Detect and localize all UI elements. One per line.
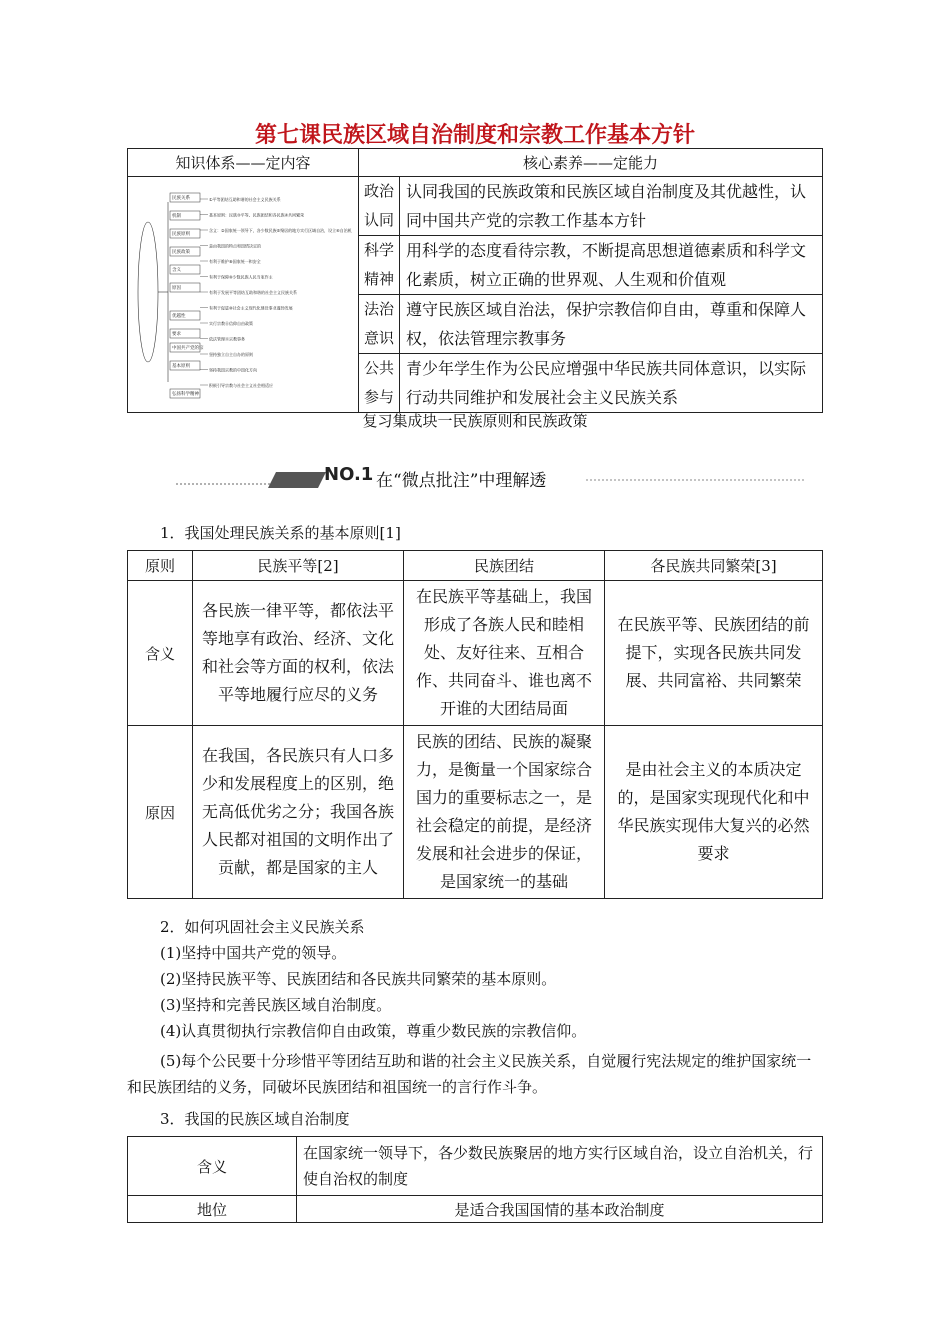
mindmap-node: 民族政策: [172, 250, 190, 255]
consolidate-item-4: (4)认真贯彻执行宗教信仰自由政策，尊重少数民族的宗教信仰。: [160, 1022, 587, 1040]
principles-row-label-meaning: 含义: [128, 581, 193, 726]
autonomy-text-meaning: 在国家统一领导下，各少数民族聚居的地方实行区域自治，设立自治机关，行使自治权的制度: [297, 1137, 823, 1196]
mindmap-diagram: [128, 177, 358, 407]
mindmap-node: 民族原则: [172, 232, 190, 237]
overview-table: [127, 148, 823, 413]
mindmap-node: 机制: [172, 214, 181, 219]
overview-header-left: 知识体系——定内容: [128, 149, 359, 177]
mindmap-node: 弘扬科学精神: [172, 392, 199, 397]
autonomy-label-status: 地位: [128, 1196, 297, 1223]
mindmap-node: 中国共产党的宗: [172, 346, 204, 351]
consolidate-heading: 2．如何巩固社会主义民族关系: [160, 918, 365, 936]
mindmap-node: 含义: [172, 268, 181, 273]
mindmap-root-oval: [138, 222, 158, 362]
mindmap-leaf: 有利于发展平等团结互助和谐的社会主义民族关系: [209, 290, 297, 295]
mindmap-leaf: 坚持独立自主自办的原则: [209, 352, 253, 357]
mindmap-leaf: 基本原则：民族③平等、民族团结和各民族④共同繁荣: [209, 212, 305, 218]
literacy-text-3: 遵守民族区域自治法，保护宗教信仰自由，尊重和保障人权，依法管理宗教事务: [400, 295, 823, 354]
page-title: 第七课民族区域自治制度和宗教工作基本方针: [254, 123, 695, 148]
banner-text: 在“微点批注”中理解透: [376, 471, 547, 491]
mindmap-leaf: 有利于促进⑩社会主义现代化建设事业蓬勃发展: [209, 305, 293, 311]
principles-row-label-reason: 原因: [128, 726, 193, 899]
literacy-label-1: 政治认同: [359, 177, 400, 236]
section-banner: [176, 462, 806, 492]
principles-cell: 在民族平等、民族团结的前提下，实现各民族共同发展、共同富裕、共同繁荣: [605, 581, 823, 726]
mindmap-node: 基本原则: [172, 364, 190, 369]
autonomy-heading: 3．我国的民族区域自治制度: [160, 1110, 350, 1128]
mindmap-node: 要求: [172, 332, 181, 337]
principles-cell: 在民族平等基础上，我国形成了各族人民和睦相处、友好往来、互相合作、共同奋斗、谁也离不开谁的大团结局面: [404, 581, 605, 726]
principles-header-2: 民族团结: [404, 551, 605, 581]
mindmap-leaf: 有利于维护⑧国家统一和安全: [209, 259, 261, 264]
autonomy-table: [127, 1136, 823, 1223]
mindmap-leaf: ①平等团结互助和谐的社会主义民族关系: [209, 197, 281, 202]
mindmap-node: 原因: [172, 286, 181, 291]
principles-heading: 1．我国处理民族关系的基本原则[1]: [160, 524, 401, 542]
overview-header-right: 核心素养——定能力: [359, 149, 823, 177]
autonomy-label-meaning: 含义: [128, 1137, 297, 1196]
literacy-label-3: 法治意识: [359, 295, 400, 354]
mindmap-leaf: 坚持我国宗教的中国化方向: [209, 367, 257, 373]
autonomy-text-status: 是适合我国国情的基本政治制度: [297, 1196, 823, 1223]
mindmap-leaf: 依法管理⑫宗教事务: [209, 336, 245, 342]
consolidate-item-5: (5)每个公民要十分珍惜平等团结互助和谐的社会主义民族关系，自觉履行宪法规定的维护国家统一和民族团结的义务，同破坏民族团结和祖国统一的言行作斗争。: [127, 1052, 812, 1096]
literacy-text-4: 青少年学生作为公民应增强中华民族共同体意识，以实际行动共同维护和发展社会主义民族关系: [400, 354, 823, 413]
literacy-text-1: 认同我国的民族政策和民族区域自治制度及其优越性，认同中国共产党的宗教工作基本方针: [400, 177, 823, 236]
banner-stripe-icon: [268, 472, 326, 488]
mindmap-leaf: 积极引导宗教与社会主义社会相适应: [209, 383, 273, 388]
principles-cell: 各民族一律平等，都依法平等地享有政治、经济、文化和社会等方面的权利，依法平等地履行应尽的义务: [193, 581, 404, 726]
principles-header-1: 民族平等[2]: [193, 551, 404, 581]
knowledge-mindmap: [128, 177, 359, 413]
banner-number: NO.1: [324, 464, 374, 485]
consolidate-item-1: (1)坚持中国共产党的领导。: [160, 944, 347, 962]
literacy-label-2: 科学精神: [359, 236, 400, 295]
mindmap-leaf: 是由我国的特点和国情决定的: [209, 243, 261, 249]
literacy-text-2: 用科学的态度看待宗教，不断提高思想道德素质和科学文化素质，树立正确的世界观、人生观和价值观: [400, 236, 823, 295]
consolidate-item-2: (2)坚持民族平等、民族团结和各民族共同繁荣的基本原则。: [160, 970, 557, 988]
consolidate-item-3: (3)坚持和完善民族区域自治制度。: [160, 996, 392, 1014]
mindmap-leaf: 有利于保障⑨少数民族人民当家作主: [209, 274, 273, 280]
principles-cell: 民族的团结、民族的凝聚力，是衡量一个国家综合国力的重要标志之一，是社会稳定的前提，是经济发展和社会进步的保证，是国家统一的基础: [404, 726, 605, 899]
mindmap-node: 优越性: [172, 314, 186, 319]
mindmap-node: 民族关系: [172, 196, 190, 201]
mindmap-leaf: 含义：②国家统一领导下，各少数民族⑤聚居的地方实行区域自治，设立⑥自治机: [209, 228, 352, 233]
principles-cell: 是由社会主义的本质决定的，是国家实现现代化和中华民族实现伟大复兴的必然要求: [605, 726, 823, 899]
principles-table: [127, 550, 823, 899]
mindmap-leaf: 实行宗教⑪信仰自由政策: [209, 321, 253, 326]
principles-header-0: 原则: [128, 551, 193, 581]
section-title: 复习集成块一民族原则和民族政策: [362, 412, 588, 430]
literacy-label-4: 公共参与: [359, 354, 400, 413]
principles-header-3: 各民族共同繁荣[3]: [605, 551, 823, 581]
principles-cell: 在我国，各民族只有人口多少和发展程度上的区别，绝无高低优劣之分；我国各族人民都对祖国的文明作出了贡献，都是国家的主人: [193, 726, 404, 899]
